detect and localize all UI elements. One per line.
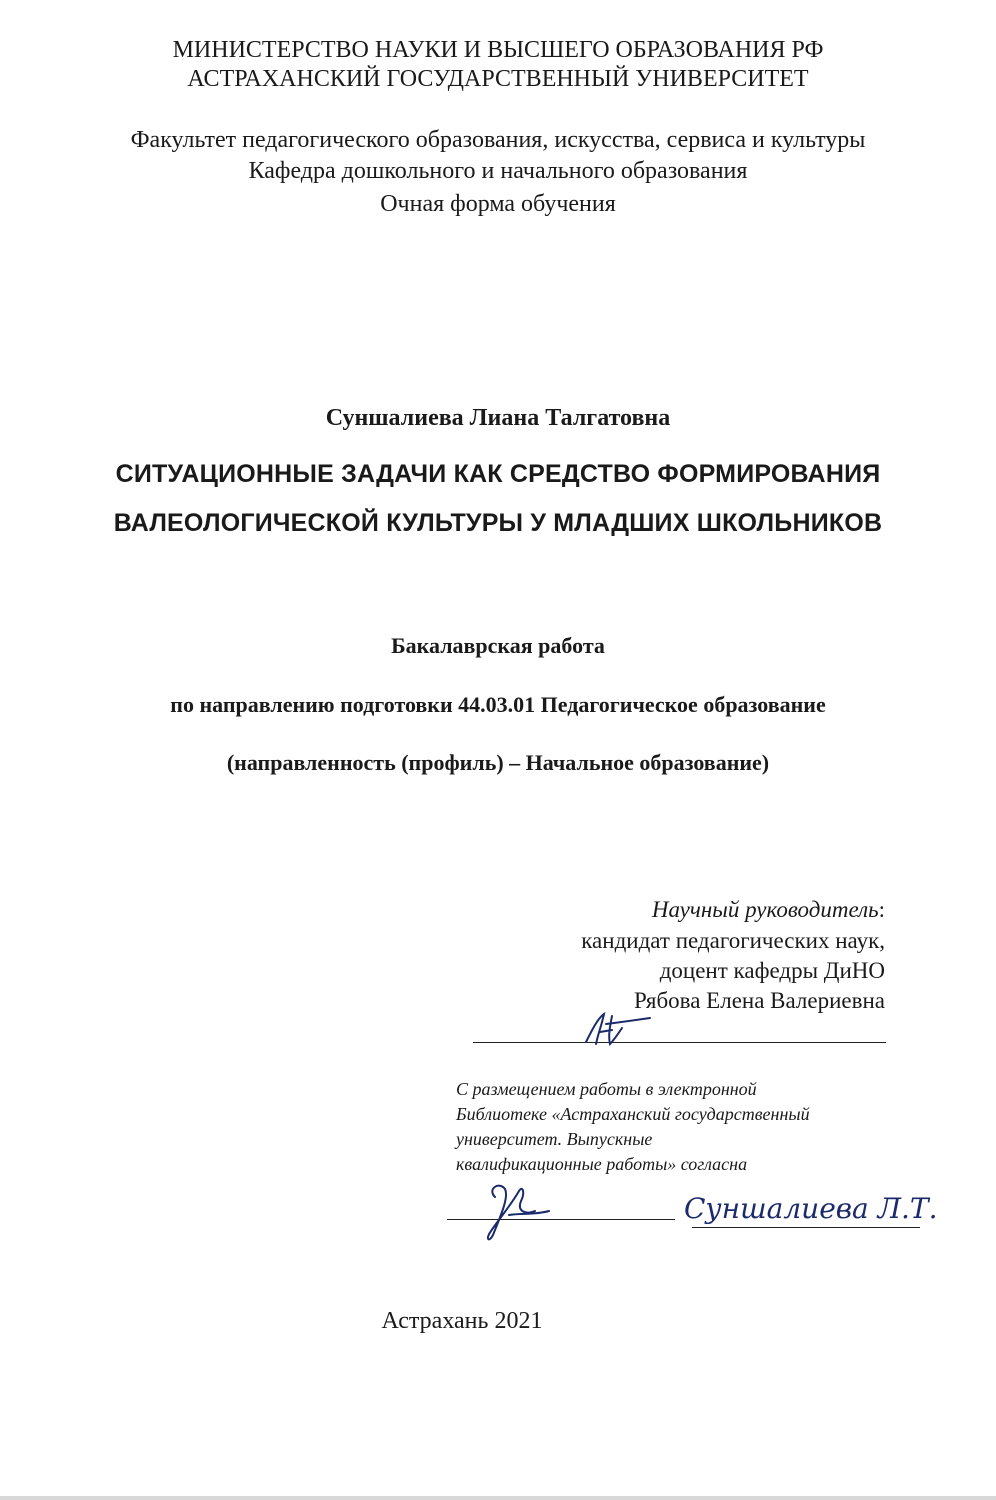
thesis-title-line2: ВАЛЕОЛОГИЧЕСКОЙ КУЛЬТУРЫ У МЛАДШИХ ШКОЛЬНИКОВ bbox=[113, 509, 883, 537]
ministry-name: МИНИСТЕРСТВО НАУКИ И ВЫСШЕГО ОБРАЗОВАНИЯ РФ bbox=[172, 37, 824, 63]
page-edge bbox=[0, 1496, 996, 1500]
faculty-name: Факультет педагогического образования, искусства, сервиса и культуры bbox=[130, 127, 866, 153]
consent-line4: квалификационные работы» согласна bbox=[456, 1154, 748, 1174]
work-type: Бакалаврская работа bbox=[391, 633, 605, 658]
supervisor-heading-text: Научный руководитель bbox=[651, 897, 879, 922]
consent-line1: С размещением работы в электронной bbox=[456, 1079, 757, 1099]
consent-line2: Библиотеке «Астраханский государственный bbox=[456, 1104, 810, 1124]
consent-line3: университет. Выпускные bbox=[456, 1129, 653, 1149]
department-name: Кафедра дошкольного и начального образования bbox=[248, 158, 748, 184]
profile: (направленность (профиль) – Начальное образование) bbox=[226, 750, 770, 775]
supervisor-name: Рябова Елена Валериевна bbox=[633, 988, 885, 1013]
handwritten-name: Суншалиева Л.Т. bbox=[684, 1192, 938, 1225]
supervisor-signature-line bbox=[473, 1042, 886, 1043]
supervisor-degree: кандидат педагогических наук, bbox=[581, 928, 885, 953]
supervisor-signature bbox=[578, 1010, 658, 1050]
supervisor-position: доцент кафедры ДиНО bbox=[659, 958, 885, 983]
direction: по направлению подготовки 44.03.01 Педагогическое образование bbox=[170, 692, 826, 717]
student-signature bbox=[465, 1175, 555, 1245]
supervisor-heading bbox=[652, 897, 885, 923]
author-name: Суншалиева Лиана Талгатовна bbox=[325, 405, 671, 431]
study-form: Очная форма обучения bbox=[380, 191, 616, 217]
handwritten-name-line bbox=[692, 1227, 920, 1228]
supervisor-heading-colon: : bbox=[878, 897, 885, 922]
university-name: АСТРАХАНСКИЙ ГОСУДАРСТВЕННЫЙ УНИВЕРСИТЕТ bbox=[187, 66, 809, 92]
city-year: Астрахань 2021 bbox=[381, 1308, 543, 1334]
thesis-title-line1: СИТУАЦИОННЫЕ ЗАДАЧИ КАК СРЕДСТВО ФОРМИРОВАНИЯ bbox=[115, 460, 881, 488]
